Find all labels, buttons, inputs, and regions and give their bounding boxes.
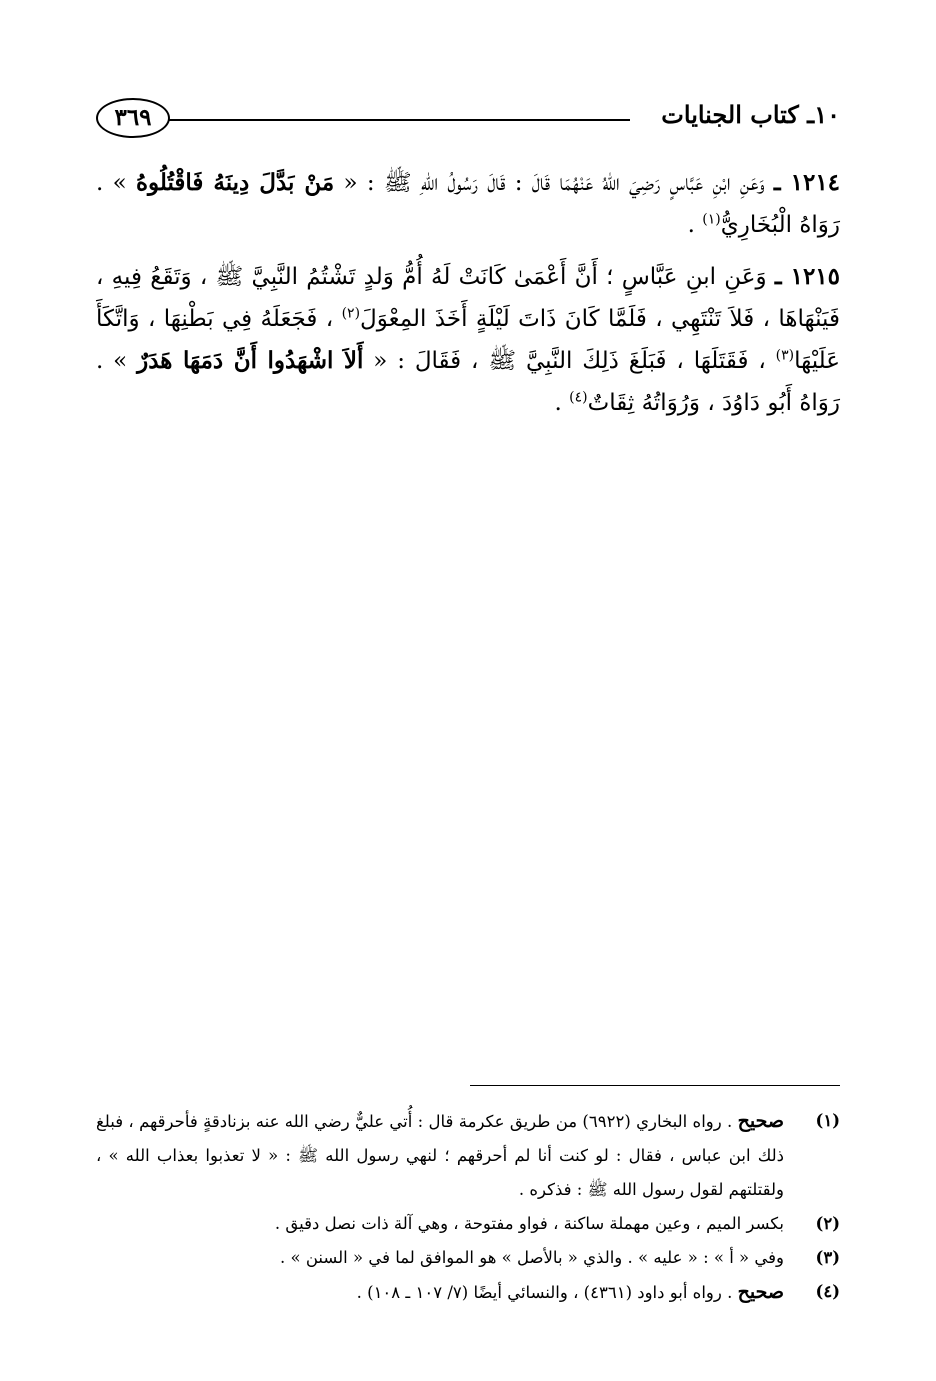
footnote-grade: صحيح (737, 1281, 784, 1303)
footnotes (96, 1104, 840, 1310)
hadith-text: ، فَقَتَلَهَا ، فَبَلَغَ ذَلِكَ النَّبِيَّ ﷺ ، فَقَالَ : « (373, 348, 766, 374)
page-number: ٣٦٩ (96, 98, 170, 138)
hadith-source: » . رَوَاهُ الْبُخَارِيُّ (96, 170, 840, 238)
body-text (96, 162, 840, 434)
chapter-title: ١٠ـ كتاب الجنايات (661, 100, 840, 129)
hadith-text: ، فَجَعَلَهُ فِي بَطْنِهَا ، وَاتَّكَأَ عَلَيْهَا (96, 306, 840, 374)
footnote-1 (96, 1104, 840, 1207)
hadith-quote: أَلاَ اشْهَدُوا أَنَّ دَمَهَا هَدَرٌ (137, 347, 364, 374)
footnote-number: (٤) (815, 1282, 840, 1301)
hadith-source: » . رَوَاهُ أَبُو دَاوُدَ ، وَرُوَاتُهُ ثِقَاتٌ (96, 348, 840, 416)
hadith-end: . (554, 390, 570, 416)
footnote-text: وفي « أ » : « عليه » . والذي « بالأصل » هو الموافق لما في « السنن » . (280, 1248, 784, 1267)
hadith-end: . (687, 212, 703, 238)
footnote-text: . رواه أبو داود (٤٣٦١) ، والنسائي أيضًا (٧/ ١٠٧ ـ ١٠٨) . (356, 1283, 733, 1302)
footnote-divider (470, 1085, 840, 1086)
footnote-ref: (٤) (569, 389, 588, 406)
footnote-ref: (١) (702, 211, 721, 228)
page-header (96, 94, 840, 144)
hadith-intro: وَعَنِ ابْنِ عَبَّاسٍ رَضِيَ اللهُ عَنْهُمَا قَالَ : قَالَ رَسُولُ اللهِ ﷺ : « (343, 170, 765, 196)
footnote-text: بكسر الميم ، وعين مهملة ساكنة ، فواو مفتوحة ، وهي آلة ذات نصل دقيق . (274, 1214, 784, 1233)
hadith-1215 (96, 256, 840, 424)
footnote-number: (١) (815, 1111, 840, 1130)
footnote-3 (96, 1241, 840, 1275)
hadith-1214 (96, 162, 840, 246)
hadith-quote: مَنْ بَدَّلَ دِينَهُ فَاقْتُلُوهُ (135, 169, 335, 196)
footnote-grade: صحيح (737, 1110, 785, 1132)
footnote-text: . رواه البخاري (٦٩٢٢) من طريق عكرمة قال : أُتي عليٌّ رضي الله عنه بزنادقةٍ فأحرقهم ، فبلغ ذلك ابن عباس ، فقال : لو كنت أنا لم أحرقهم ؛ لنهي رسول الله ﷺ : « لا تعذبوا بعذاب الله » ، ولقتلتهم لقول رسول الله ﷺ : فذكره . (96, 1112, 784, 1199)
footnote-4 (96, 1275, 840, 1310)
footnote-ref: (٢) (341, 305, 361, 322)
footnote-2 (96, 1207, 840, 1241)
footnote-number: (٢) (815, 1214, 840, 1233)
header-rule (168, 119, 630, 121)
hadith-number: ١٢١٥ ـ (774, 263, 841, 290)
footnote-number: (٣) (815, 1248, 840, 1267)
hadith-number: ١٢١٤ ـ (773, 169, 841, 196)
footnote-ref: (٣) (775, 347, 795, 364)
hadith-text: وَعَنِ ابنِ عَبَّاسٍ ؛ أَنَّ أَعْمَىٰ كَانَتْ لَهُ أُمُّ وَلدٍ تَشْتُمُ النَّبِيَّ ﷺ ، وَتَقَعُ فِيهِ ، فَيَنْهَاهَا ، فَلاَ تَنْتَهِي ، فَلَمَّا كَانَ ذَاتَ لَيْلَةٍ أَخَذَ المِعْوَلَ (96, 264, 840, 332)
